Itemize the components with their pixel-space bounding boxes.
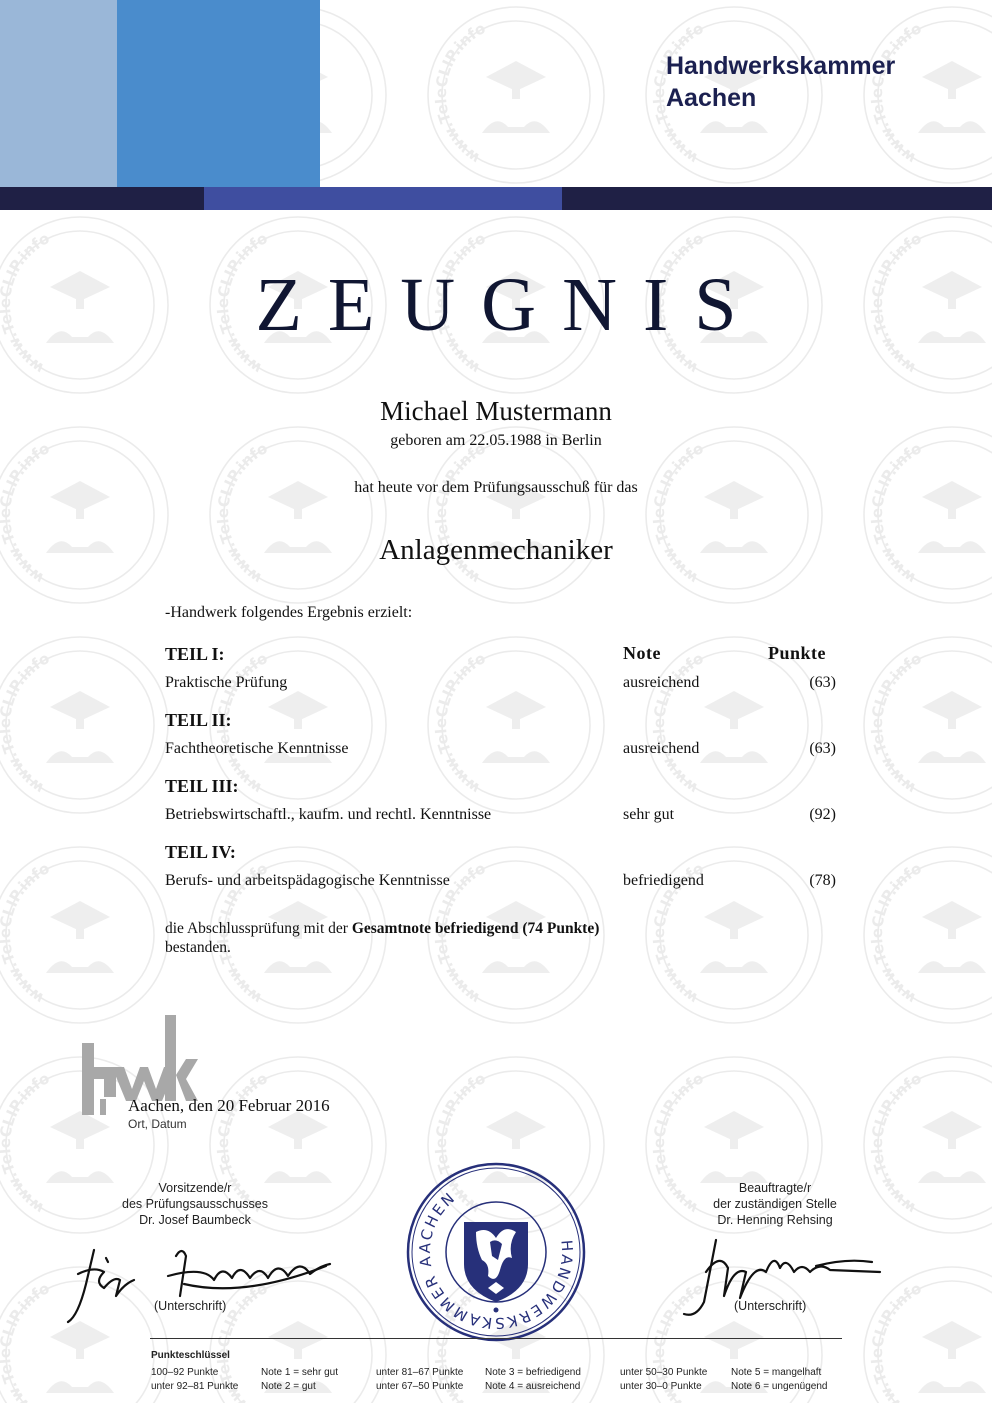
part-grade: sehr gut — [623, 806, 675, 823]
part-label: TEIL II: — [165, 710, 232, 730]
part-points: (78) — [809, 872, 836, 889]
signatory-right-name: Dr. Henning Rehsing — [717, 1213, 833, 1227]
point-key-cell: Note 2 = gut — [261, 1381, 316, 1392]
watermark-tile — [401, 427, 604, 603]
column-header-punkte: Punkte — [768, 643, 827, 663]
signatory-right-body: der zuständigen Stelle — [713, 1197, 837, 1211]
seal-text: HANDWERKSKAMMER AACHEN — [415, 1187, 577, 1333]
watermark-tile — [619, 427, 822, 603]
trade-name: Anlagenmechaniker — [379, 534, 613, 566]
final-result-prefix: die Abschlussprüfung mit der — [165, 920, 348, 937]
result-intro: -Handwerk folgendes Ergebnis erzielt: — [165, 604, 413, 621]
point-key-cell: Note 5 = mangelhaft — [731, 1367, 822, 1378]
part-label: TEIL III: — [165, 776, 239, 796]
divider-line — [150, 1338, 842, 1339]
place-date-caption: Ort, Datum — [128, 1117, 187, 1131]
part-grade: ausreichend — [623, 674, 700, 691]
part-subject: Betriebswirtschaftl., kaufm. und rechtl. Kenntnisse — [165, 806, 492, 823]
point-key-cell: Note 1 = sehr gut — [261, 1367, 338, 1378]
header-band-blue — [117, 0, 320, 187]
part-label: TEIL I: — [165, 644, 225, 664]
point-key-cell: unter 50–30 Punkte — [620, 1367, 708, 1378]
point-key-cell: unter 67–50 Punkte — [376, 1381, 464, 1392]
birth-line: geboren am 22.05.1988 in Berlin — [390, 432, 602, 449]
header-stripe-right — [562, 187, 992, 210]
point-key-cell: 100–92 Punkte — [151, 1367, 219, 1378]
header-stripe-left — [0, 187, 204, 210]
column-header-note: Note — [623, 643, 661, 663]
watermark-tile — [837, 427, 992, 603]
point-key-cell: Note 4 = ausreichend — [485, 1381, 581, 1392]
signatory-left — [100, 1180, 290, 1228]
part-subject: Berufs- und arbeitspädagogische Kenntnisse — [165, 872, 450, 889]
point-key-cell: unter 92–81 Punkte — [151, 1381, 239, 1392]
issuer-name — [666, 50, 895, 114]
signatory-left-body: des Prüfungsausschusses — [122, 1197, 268, 1211]
watermark-tile — [837, 637, 992, 813]
part-points: (63) — [809, 674, 836, 691]
signature-left-caption: (Unterschrift) — [154, 1299, 227, 1313]
intro-line: hat heute vor dem Prüfungsausschuß für das — [354, 479, 638, 496]
document-title: ZEUGNIS — [255, 263, 763, 347]
watermark-tile — [0, 637, 168, 813]
part-subject: Praktische Prüfung — [165, 674, 288, 691]
point-key-cell: Note 6 = ungenügend — [731, 1381, 828, 1392]
header-band-light — [0, 0, 117, 187]
signatory-right-role: Beauftragte/r — [738, 1181, 812, 1195]
part-subject: Fachtheoretische Kenntnisse — [165, 740, 349, 757]
part-points: (63) — [809, 740, 836, 757]
signatory-left-role: Vorsitzende/r — [158, 1181, 232, 1195]
point-key-cell: unter 30–0 Punkte — [620, 1381, 702, 1392]
point-key-title: Punkteschlüssel — [151, 1350, 230, 1361]
watermark-tile — [837, 847, 992, 1023]
final-result-suffix: bestanden. — [165, 939, 231, 956]
watermark-tile — [401, 637, 604, 813]
watermark-tile — [401, 7, 604, 183]
part-grade: befriedigend — [623, 872, 704, 889]
part-points: (92) — [809, 806, 836, 823]
hwk-logo-text: hwk — [82, 1015, 84, 1016]
part-grade: ausreichend — [623, 740, 700, 757]
issuer-line-2: Aachen — [666, 84, 757, 112]
place-date: Aachen, den 20 Februar 2016 — [128, 1096, 330, 1115]
official-seal — [404, 1160, 588, 1344]
point-key-cell: Note 3 = befriedigend — [485, 1367, 581, 1378]
final-grade: Gesamtnote befriedigend (74 Punkte) — [351, 920, 600, 937]
final-result — [165, 919, 599, 957]
point-key-cell: unter 81–67 Punkte — [376, 1367, 464, 1378]
watermark-tile — [183, 427, 386, 603]
watermark-tile — [0, 427, 168, 603]
issuer-line-1: Handwerkskammer — [666, 52, 896, 80]
header-stripe-center — [204, 187, 562, 210]
recipient-name: Michael Mustermann — [380, 396, 612, 426]
part-label: TEIL IV: — [165, 842, 236, 862]
signature-right-caption: (Unterschrift) — [734, 1299, 807, 1313]
signatory-right — [680, 1180, 870, 1228]
signatory-left-name: Dr. Josef Baumbeck — [139, 1213, 251, 1227]
watermark-tile — [0, 847, 168, 1023]
